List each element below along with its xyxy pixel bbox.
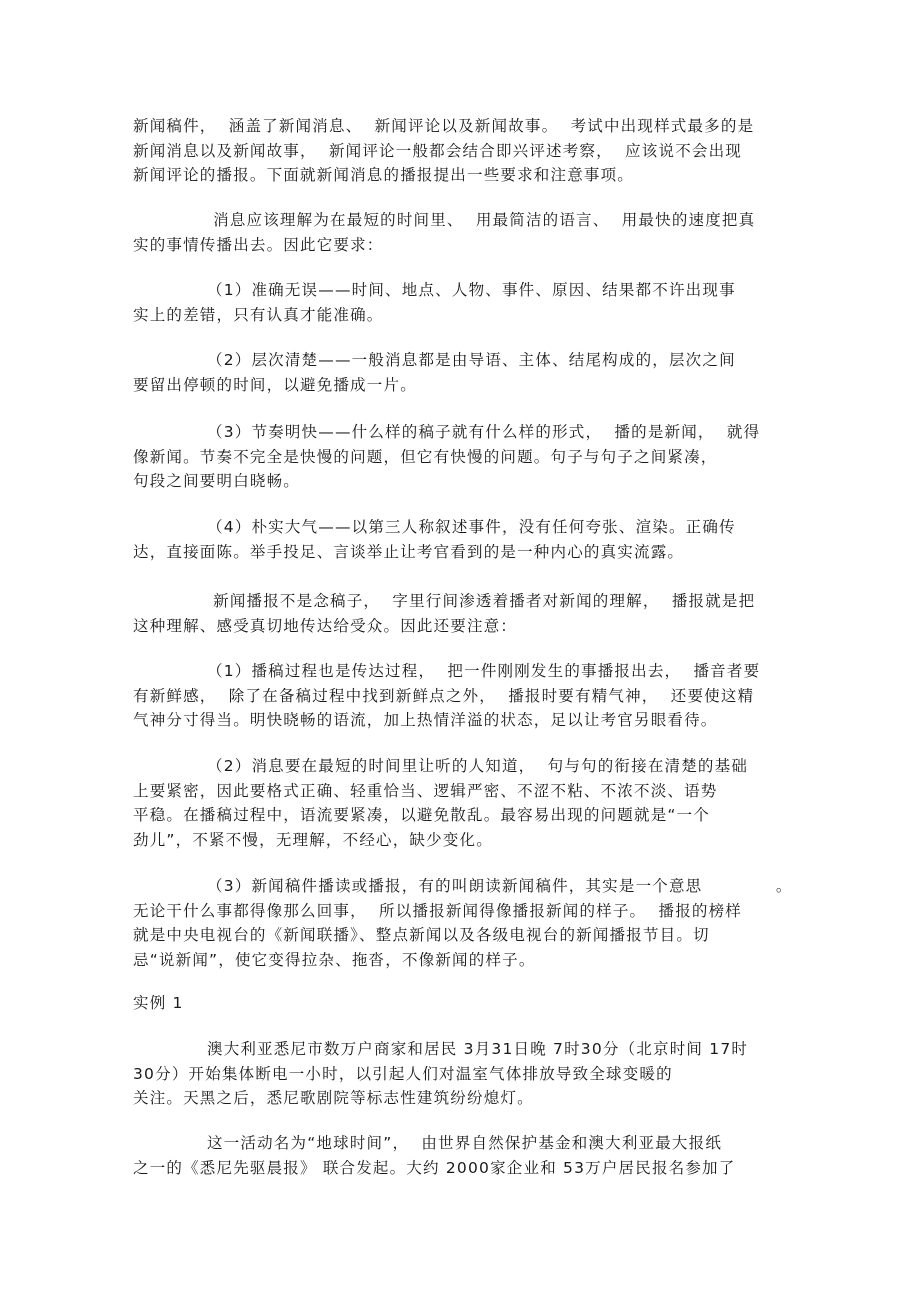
text-line: 平稳。在播稿过程中，语流要紧凑，以避免散乱。最容易出现的问题就是“一个	[133, 806, 711, 825]
text-line: 这种理解、感受真切地传达给受众。因此还要注意：	[133, 616, 518, 635]
text-line: 新闻稿件， 涵盖了新闻消息、 新闻评论以及新闻故事。 考试中出现样式最多的是	[133, 117, 755, 135]
paragraph	[133, 208, 773, 257]
paragraph	[133, 874, 793, 973]
text-line: 新闻评论的播报。下面就新闻消息的播报提出一些要求和注意事项。	[133, 166, 635, 185]
text-line: 像新闻。节奏不完全是快慢的问题，但它有快慢的问题。句子与句子之间紧凑，	[133, 447, 718, 466]
text-line: 要留出停顿的时间，以避免播成一片。	[133, 375, 417, 394]
text-line: 气神分寸得当。明快晓畅的语流，加上热情洋溢的状态，足以让考官另眼看待。	[133, 711, 718, 730]
text-line: 忌“说新闻”，使它变得拉杂、拖沓，不像新闻的样子。	[133, 951, 536, 970]
paragraph	[133, 1037, 773, 1111]
text-line: （3）新闻稿件播读或播报，有的叫朗读新闻稿件，其实是一个意思 。	[207, 877, 793, 895]
text-line: （1）准确无误——时间、地点、人物、事件、原因、结果都不许出现事	[207, 281, 736, 299]
text-line: 关注。天黑之后，悉尼歌剧院等标志性建筑纷纷熄灯。	[133, 1089, 534, 1108]
paragraph	[133, 348, 773, 397]
text-line: 句段之间要明白晓畅。	[133, 472, 301, 491]
paragraph	[133, 420, 773, 494]
text-line: 新闻消息以及新闻故事， 新闻评论一般都会结合即兴评述考察， 应该说不会出现	[133, 141, 743, 160]
text-line: （1）播稿过程也是传达过程， 把一件刚刚发生的事播报出去， 播音者要	[207, 662, 761, 680]
text-line: 实的事情传播出去。因此它要求：	[133, 235, 384, 254]
paragraph	[133, 659, 773, 733]
text-line: 澳大利亚悉尼市数万户商家和居民 3月31日晚 7时30分（北京时间 17时	[207, 1040, 749, 1058]
text-line: 30分）开始集体断电一小时，以引起人们对温室气体排放导致全球变暖的	[133, 1064, 673, 1083]
paragraph	[133, 278, 773, 327]
text-line: 无论干什么事都得像那么回事， 所以播报新闻得像播报新闻的样子。 播报的榜样	[133, 901, 743, 920]
paragraph	[133, 515, 773, 564]
paragraph	[133, 754, 773, 853]
text-line: 消息应该理解为在最短的时间里、 用最简洁的语言、 用最快的速度把真	[207, 211, 756, 229]
text-line: （2）层次清楚——一般消息都是由导语、主体、结尾构成的，层次之间	[207, 351, 736, 369]
text-line: 这一活动名为“地球时间”， 由世界自然保护基金和澳大利亚最大报纸	[207, 1134, 723, 1152]
text-line: 就是中央电视台的《新闻联播》、整点新闻以及各级电视台的新闻播报节目。切	[133, 926, 710, 945]
text-line: 实例 1	[133, 994, 184, 1012]
text-line: （2）消息要在最短的时间里让听的人知道， 句与句的衔接在清楚的基础	[207, 757, 749, 775]
text-line: 实上的差错，只有认真才能准确。	[133, 305, 384, 324]
text-line: （3）节奏明快——什么样的稿子就有什么样的形式， 播的是新闻， 就得	[207, 423, 761, 441]
text-line: 新闻播报不是念稿子， 字里行间渗透着播者对新闻的理解， 播报就是把	[207, 592, 756, 610]
text-line: 劲儿”，不紧不慢，无理解，不经心，缺少变化。	[133, 831, 493, 850]
text-line: 达，直接面陈。举手投足、言谈举止让考官看到的是一种内心的真实流露。	[133, 542, 685, 561]
text-line: 上要紧密，因此要格式正确、轻重恰当、逻辑严密、不涩不粘、不浓不淡、语势	[133, 781, 718, 800]
text-line: 之一的《悉尼先驱晨报》 联合发起。大约 2000家企业和 53万户居民报名参加了	[133, 1158, 736, 1177]
text-line: 有新鲜感， 除了在备稿过程中找到新鲜点之外， 播报时要有精气神， 还要使这精	[133, 686, 755, 705]
text-line: （4）朴实大气——以第三人称叙述事件，没有任何夸张、渲染。正确传	[207, 518, 736, 536]
paragraph	[133, 991, 773, 1016]
paragraph	[133, 1131, 773, 1180]
paragraph	[133, 589, 773, 638]
paragraph	[133, 114, 773, 188]
